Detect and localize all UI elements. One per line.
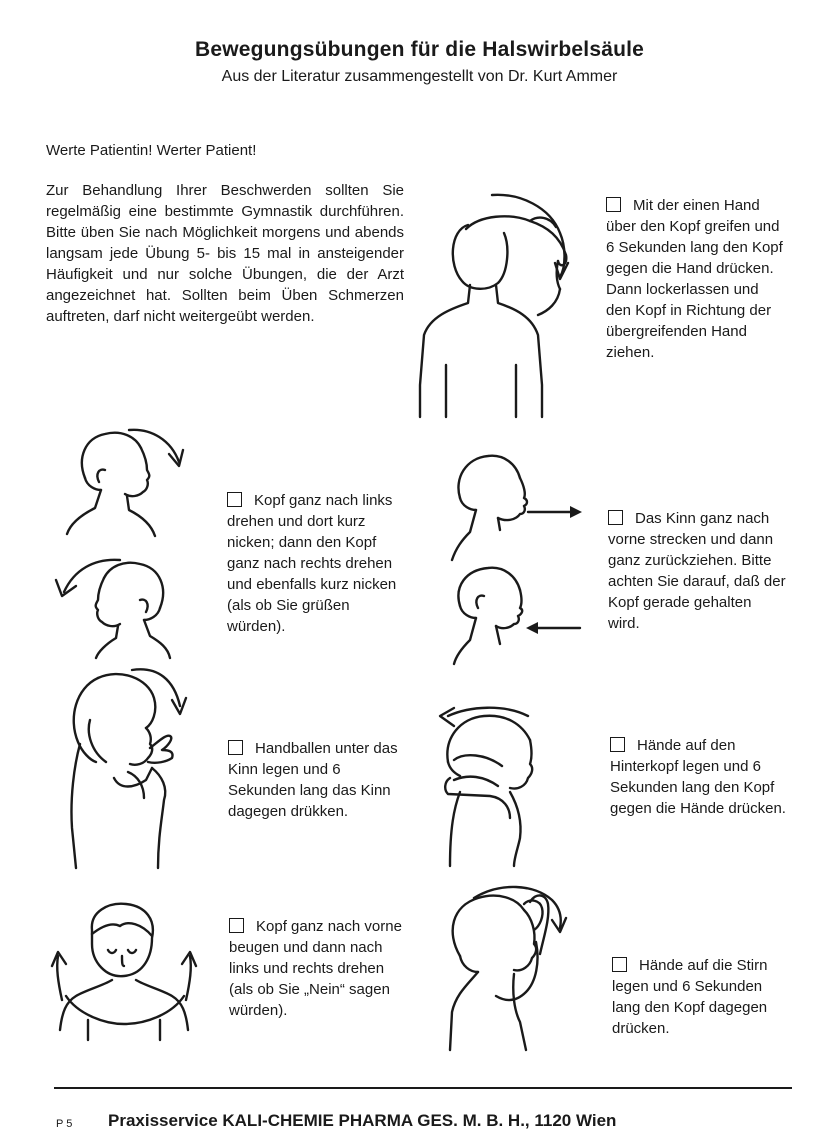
- exercise-1-text: Mit der einen Hand über den Kopf greifen und 6 Sekunden lang den Kopf gegen die Hand drücken. Dann lockerlassen und den Kopf in Richtung der übergreifenden Hand ziehen.: [606, 197, 783, 361]
- page-number: P 5: [56, 1118, 73, 1130]
- footer-divider: [54, 1087, 792, 1089]
- greeting: Werte Patientin! Werter Patient!: [46, 142, 257, 159]
- illustration-chin-forward: [440, 452, 590, 562]
- illustration-head-turn-right: [55, 418, 190, 548]
- illustration-head-bowed-rotate: [48, 900, 203, 1045]
- exercise-5-text: Hände auf den Hinterkopf legen und 6 Sekunden lang den Kopf gegen die Hände drücken.: [610, 737, 786, 817]
- illustration-head-side-pull: [410, 185, 590, 420]
- page-title: Bewegungsübungen für die Halswirbelsäule: [194, 38, 645, 61]
- illustration-hands-back-of-head: [430, 698, 590, 868]
- illustration-chin-back: [440, 566, 590, 666]
- exercise-3-text: Das Kinn ganz nach vorne strecken und dann ganz zurückziehen. Bitte achten Sie darauf, daß der Kopf gerade gehalten wird.: [608, 510, 786, 632]
- exercise-6-text: Kopf ganz nach vorne beugen und dann nach links und rechts drehen (als ob Sie „Nein“ sagen würden).: [229, 918, 402, 1019]
- exercise-5-checkbox[interactable]: [610, 737, 625, 752]
- exercise-2: [227, 490, 403, 637]
- exercise-4-checkbox[interactable]: [228, 740, 243, 755]
- page-subtitle: Aus der Literatur zusammengestellt von Dr. Kurt Ammer: [221, 68, 618, 85]
- exercise-2-text: Kopf ganz nach links drehen und dort kurz nicken; dann den Kopf ganz nach rechts drehen und ebenfalls kurz nicken (als ob Sie grüßen würden).: [227, 492, 397, 635]
- intro-paragraph: Zur Behandlung Ihrer Beschwerden sollten Sie regelmäßig eine bestimmte Gymnastik durchführen. Bitte üben Sie nach Möglichkeit morgens und abends langsam jede Übung 5- bis 15 mal in ansteigender Häufigkeit und nur solche Übungen, die der Arzt angezeichnet hat. Sollten beim Üben Schmerzen auftreten, darf nicht weitergeübt werden.: [46, 182, 404, 325]
- exercise-1-checkbox[interactable]: [606, 197, 621, 212]
- exercise-3: [608, 508, 786, 634]
- exercise-2-checkbox[interactable]: [227, 492, 242, 507]
- exercise-5: [610, 735, 788, 819]
- exercise-6: [229, 916, 407, 1021]
- publisher-footer: Praxisservice KALI-CHEMIE PHARMA GES. M. B. H., 1120 Wien: [108, 1111, 617, 1130]
- illustration-hands-on-forehead: [430, 882, 590, 1052]
- illustration-head-turn-left: [50, 552, 185, 662]
- exercise-1: [606, 195, 784, 363]
- exercise-3-checkbox[interactable]: [608, 510, 623, 525]
- exercise-7-text: Hände auf die Stirn legen und 6 Sekunden lang den Kopf dagegen drücken.: [612, 957, 768, 1037]
- exercise-4-text: Handballen unter das Kinn legen und 6 Sekunden lang das Kinn dagegen drükken.: [228, 740, 398, 820]
- exercise-6-checkbox[interactable]: [229, 918, 244, 933]
- exercise-4: [228, 738, 404, 822]
- exercise-7-checkbox[interactable]: [612, 957, 627, 972]
- illustration-chin-on-hand: [62, 668, 197, 870]
- exercise-7: [612, 955, 790, 1039]
